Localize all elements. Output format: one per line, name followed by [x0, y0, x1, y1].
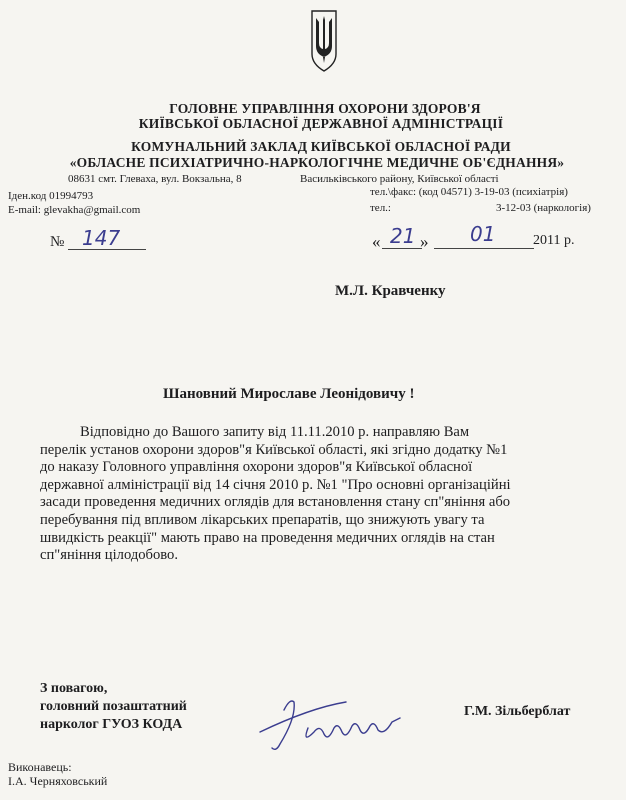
email: E-mail: glevakha@gmail.com — [8, 204, 141, 216]
body-line: засади проведення медичних оглядів для встановлення стану сп"яніння або — [40, 494, 511, 511]
signature-icon — [250, 688, 415, 760]
closing-line-1: З повагою, — [40, 681, 108, 696]
number-value: 147 — [82, 226, 121, 250]
closing-line-3: нарколог ГУОЗ КОДА — [40, 717, 183, 732]
body-line: швидкість реакції" мають право на проведення медичних оглядів на стан — [40, 529, 495, 546]
header-line-4: «ОБЛАСНЕ ПСИХІАТРИЧНО-НАРКОЛОГІЧНЕ МЕДИЧНЕ ОБ'ЄДНАННЯ» — [69, 155, 565, 170]
date-quote-close: » — [420, 232, 429, 251]
header-line-3: КОМУНАЛЬНИЙ ЗАКЛАД КИЇВСЬКОЇ ОБЛАСНОЇ РАДИ — [131, 139, 511, 154]
executor-label: Виконавець: — [8, 760, 72, 774]
salutation: Шановний Мирославе Леонідовичу ! — [163, 386, 415, 402]
date-day: 21 — [390, 224, 416, 248]
number-label: № — [50, 234, 65, 250]
letter-body — [40, 424, 618, 565]
tel-label: тел.: — [370, 202, 391, 214]
body-line: сп"яніння цілодобово. — [40, 547, 179, 564]
tel-2: 3-12-03 (наркологія) — [496, 202, 591, 214]
closing-line-2: головний позаштатний — [40, 699, 187, 714]
trident-emblem-icon — [311, 10, 337, 72]
address-street: 08631 смт. Глеваха, вул. Вокзальна, 8 — [68, 173, 242, 185]
date-month: 01 — [470, 222, 496, 246]
address-district: Васильківського району, Київської області — [300, 173, 499, 185]
header-line-2: КИЇВСЬКОЇ ОБЛАСНОЇ ДЕРЖАВНОЇ АДМІНІСТРАЦІЇ — [138, 116, 504, 131]
closing-block — [40, 680, 187, 734]
body-line: державної алміністрації від 14 січня 2010 р. №1 "Про основні організаційні — [40, 476, 511, 493]
body-line: Відповідно до Вашого запиту від 11.11.2010 р. направляю Вам — [80, 424, 470, 440]
header-line-1: ГОЛОВНЕ УПРАВЛІННЯ ОХОРОНИ ЗДОРОВ'Я — [169, 101, 481, 116]
date-quote-open: « — [372, 232, 381, 251]
body-line: перебування під впливом лікарських препаратів, що знижують увагу та — [40, 511, 485, 528]
executor-block — [8, 760, 107, 788]
body-line: перелік установ охорони здоров"я Київської області, які згідно додатку №1 — [40, 441, 508, 458]
body-line: до наказу Головного управління охорони здоров"я Київської обласної — [40, 459, 473, 476]
recipient: М.Л. Кравченку — [335, 283, 446, 299]
tel-fax: тел.\факс: (код 04571) 3-19-03 (психіатрія) — [370, 186, 568, 198]
executor-name: І.А. Черняховський — [8, 774, 108, 788]
ident-code: Іден.код 01994793 — [8, 190, 94, 202]
date-year: 2011 р. — [533, 233, 575, 248]
signer-name: Г.М. Зільберблат — [464, 704, 571, 719]
